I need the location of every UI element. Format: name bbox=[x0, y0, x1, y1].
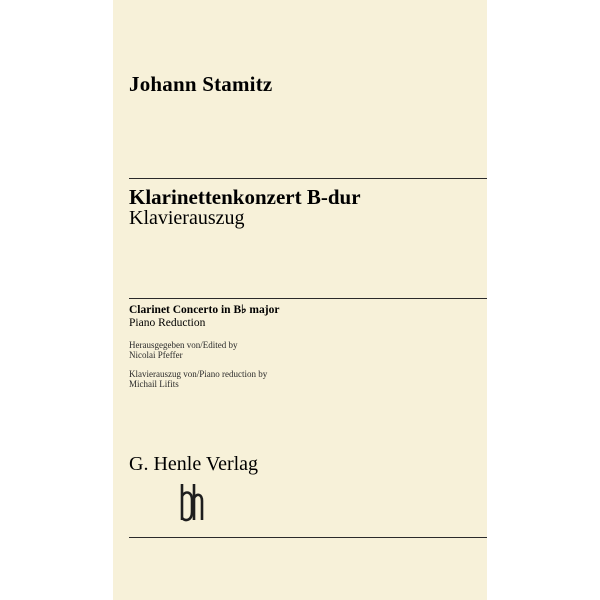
divider-rule-middle bbox=[129, 298, 487, 299]
henle-logo-icon bbox=[174, 480, 204, 524]
arranger-name: Michail Lifits bbox=[129, 379, 179, 389]
composer-name: Johann Stamitz bbox=[129, 72, 273, 96]
editor-name: Nicolai Pfeffer bbox=[129, 350, 183, 360]
publisher-name: G. Henle Verlag bbox=[129, 453, 259, 475]
subtitle-english: Piano Reduction bbox=[129, 317, 206, 329]
title-english: Clarinet Concerto in B♭ major bbox=[129, 304, 280, 316]
piano-reduction-label: Klavierauszug von/Piano reduction by bbox=[129, 369, 268, 379]
title-german: Klarinettenkonzert B-dur bbox=[129, 185, 361, 209]
editor-label: Herausgegeben von/Edited by bbox=[129, 340, 238, 350]
divider-rule-bottom bbox=[129, 537, 487, 538]
subtitle-german: Klavierauszug bbox=[129, 207, 245, 229]
divider-rule-top bbox=[129, 178, 487, 179]
